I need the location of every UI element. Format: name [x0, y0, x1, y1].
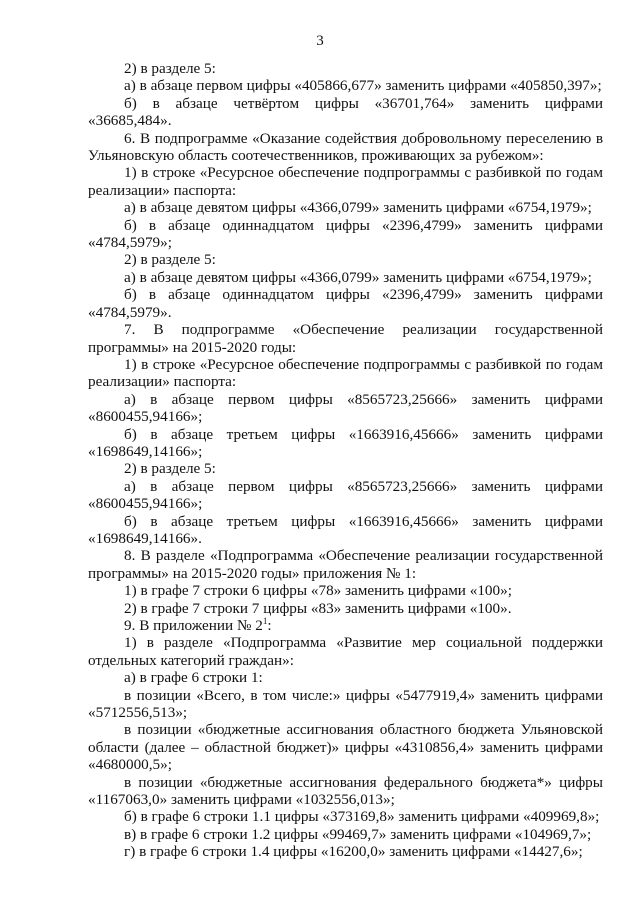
paragraph: в позиции «Всего, в том числе:» цифры «5477919,4» заменить цифрами «5712556,513»; — [88, 686, 603, 722]
paragraph: а) в абзаце девятом цифры «4366,0799» заменить цифрами «6754,1979»; — [124, 268, 592, 286]
paragraph: а) в графе 6 строки 1: — [124, 669, 263, 687]
paragraph: б) в абзаце третьем цифры «1663916,45666» заменить цифрами «1698649,14166»; — [88, 425, 603, 460]
paragraph: в позиции «бюджетные ассигнования областного бюджета Ульяновской области (далее – областной бюджет)» цифры «4310856,4» заменить цифрами «4680000,5»; — [88, 721, 603, 774]
page-number: 3 — [316, 33, 324, 49]
paragraph: 2) в разделе 5: — [124, 460, 216, 478]
paragraph: 1) в строке «Ресурсное обеспечение подпрограммы с разбивкой по годам реализации» паспорта: — [88, 164, 603, 199]
paragraph: б) в абзаце одиннадцатом цифры «2396,4799» заменить цифрами «4784,5979»; — [88, 216, 603, 252]
paragraph: 6. В подпрограмме «Оказание содействия добровольному переселению в Ульяновскую область соотечественников, проживающих за рубежом»: — [88, 129, 603, 165]
paragraph: 2) в разделе 5: — [124, 60, 216, 77]
paragraph: а) в абзаце первом цифры «8565723,25666» заменить цифрами «8600455,94166»; — [88, 477, 603, 513]
paragraph-with-superscript — [88, 617, 603, 634]
paragraph: б) в абзаце четвёртом цифры «36701,764» заменить цифрами «36685,484». — [88, 94, 603, 130]
paragraph: 7. В подпрограмме «Обеспечение реализации государственной программы» на 2015-2020 годы: — [88, 321, 603, 356]
paragraph: а) в абзаце девятом цифры «4366,0799» заменить цифрами «6754,1979»; — [124, 199, 592, 217]
paragraph: в позиции «бюджетные ассигнования федерального бюджета*» цифры «1167063,0» заменить цифрами «1032556,013»; — [88, 773, 603, 809]
paragraph: б) в абзаце третьем цифры «1663916,45666» заменить цифрами «1698649,14166». — [88, 512, 603, 547]
paragraph: 1) в разделе «Подпрограмма «Развитие мер социальной поддержки отдельных категорий граждан»: — [88, 634, 603, 669]
document-body — [88, 60, 603, 861]
paragraph-text: 9. В приложении № 2 — [124, 617, 263, 634]
paragraph: б) в графе 6 строки 1.1 цифры «373169,8» заменить цифрами «409969,8»; — [124, 808, 600, 826]
paragraph: а) в абзаце первом цифры «405866,677» заменить цифрами «405850,397»; — [124, 77, 602, 95]
paragraph-colon: : — [267, 617, 272, 634]
paragraph: 1) в строке «Ресурсное обеспечение подпрограммы с разбивкой по годам реализации» паспорта: — [88, 355, 603, 391]
paragraph: б) в абзаце одиннадцатом цифры «2396,4799» заменить цифрами «4784,5979». — [88, 286, 603, 321]
superscript: 1 — [262, 615, 268, 626]
paragraph: 2) в графе 7 строки 7 цифры «83» заменить цифрами «100». — [124, 599, 512, 617]
paragraph: 1) в графе 7 строки 6 цифры «78» заменить цифрами «100»; — [124, 582, 512, 600]
paragraph: 8. В разделе «Подпрограмма «Обеспечение реализации государственной программы» на 2015-2020 годы» приложения № 1: — [88, 547, 603, 582]
paragraph: в) в графе 6 строки 1.2 цифры «99469,7» заменить цифрами «104969,7»; — [124, 825, 592, 843]
paragraph: г) в графе 6 строки 1.4 цифры «16200,0» заменить цифрами «14427,6»; — [124, 843, 583, 861]
paragraph: 2) в разделе 5: — [124, 251, 216, 269]
paragraph: а) в абзаце первом цифры «8565723,25666» заменить цифрами «8600455,94166»; — [88, 390, 603, 426]
